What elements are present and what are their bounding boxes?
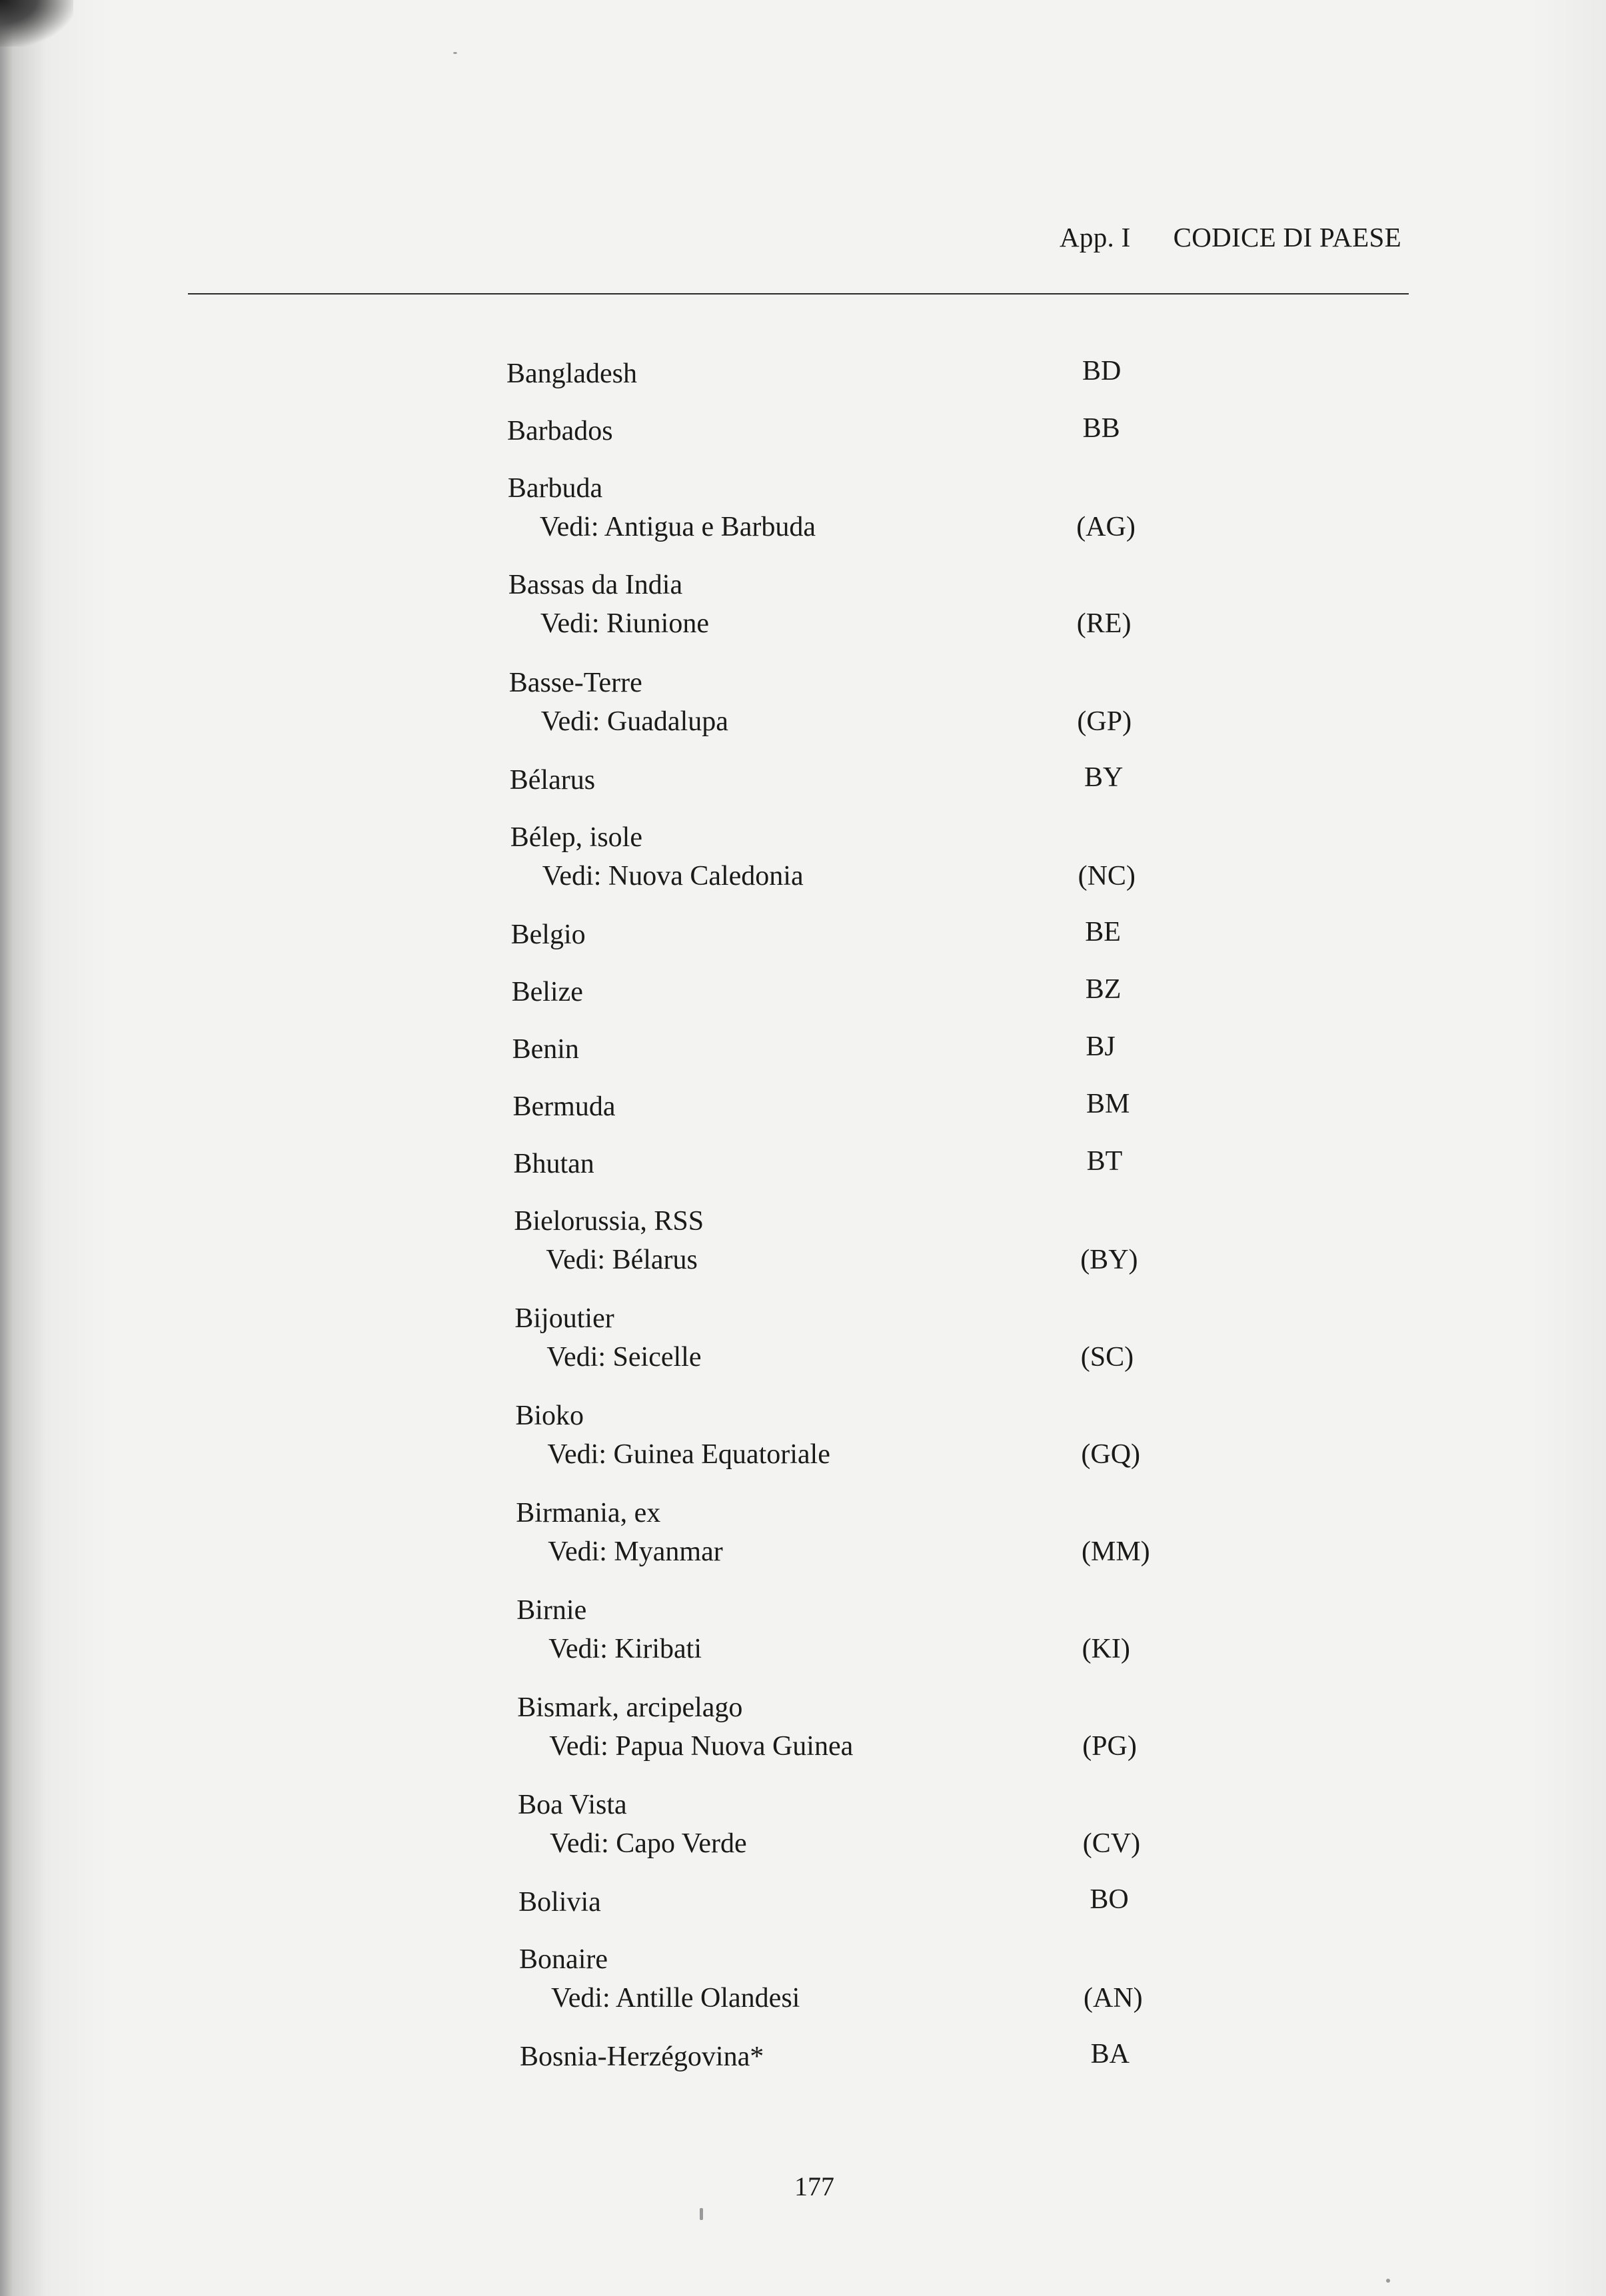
entry-country-code: BB bbox=[1082, 413, 1120, 444]
entry-country-code: (SC) bbox=[1080, 1342, 1134, 1373]
entry-name: Bismark, arcipelago bbox=[517, 1692, 743, 1723]
scan-speck bbox=[700, 2208, 703, 2220]
entry-country-code: BJ bbox=[1086, 1031, 1116, 1062]
entry-country-code: (RE) bbox=[1076, 608, 1132, 639]
entry-country-code: (BY) bbox=[1080, 1245, 1138, 1275]
entry-name: Birnie bbox=[516, 1595, 587, 1626]
entry-name: Basse-Terre bbox=[508, 668, 642, 698]
entry-name: Bermuda bbox=[512, 1091, 616, 1122]
entry-country-code: (MM) bbox=[1082, 1536, 1150, 1567]
section-title: CODICE DI PAESE bbox=[1173, 222, 1401, 253]
entry-reference: Vedi: Capo Verde bbox=[550, 1828, 747, 1859]
scan-speck bbox=[1386, 2279, 1390, 2283]
entry-reference: Vedi: Myanmar bbox=[548, 1536, 723, 1567]
entry-name: Bielorussia, RSS bbox=[514, 1206, 704, 1237]
appendix-label: App. I bbox=[1060, 222, 1131, 253]
entry-reference: Vedi: Antille Olandesi bbox=[551, 1983, 800, 2013]
entry-name: Bijoutier bbox=[514, 1303, 614, 1334]
entry-country-code: BD bbox=[1082, 356, 1122, 386]
entry-reference: Vedi: Papua Nuova Guinea bbox=[549, 1731, 854, 1762]
entry-reference: Vedi: Guadalupa bbox=[540, 706, 728, 737]
entry-name: Bélarus bbox=[509, 765, 596, 796]
entry-country-code: (CV) bbox=[1082, 1828, 1141, 1859]
entry-country-code: (KI) bbox=[1082, 1634, 1130, 1664]
entry-reference: Vedi: Antigua e Barbuda bbox=[539, 512, 816, 542]
entry-country-code: BE bbox=[1085, 917, 1121, 947]
entry-name: Belgio bbox=[510, 919, 586, 950]
entry-name: Bonaire bbox=[519, 1944, 608, 1975]
entry-name: Bangladesh bbox=[506, 358, 637, 389]
entry-name: Bassas da India bbox=[508, 570, 683, 600]
entry-name: Bhutan bbox=[513, 1149, 594, 1179]
entry-country-code: (PG) bbox=[1082, 1731, 1137, 1762]
entry-name: Belize bbox=[511, 977, 583, 1007]
entry-country-code: BZ bbox=[1085, 974, 1122, 1005]
entry-country-code: (AN) bbox=[1084, 1983, 1143, 2013]
entry-country-code: BA bbox=[1090, 2039, 1130, 2069]
entry-name: Birmania, ex bbox=[516, 1498, 661, 1528]
entry-country-code: (NC) bbox=[1078, 861, 1136, 891]
entry-reference: Vedi: Riunione bbox=[540, 608, 709, 639]
entry-name: Bolivia bbox=[518, 1887, 601, 1918]
entry-reference: Vedi: Seicelle bbox=[546, 1342, 702, 1373]
entry-country-code: BT bbox=[1086, 1146, 1123, 1177]
entry-name: Benin bbox=[512, 1034, 579, 1065]
entry-reference: Vedi: Bélarus bbox=[546, 1245, 698, 1275]
entry-name: Bélep, isole bbox=[510, 822, 642, 853]
scan-speck bbox=[453, 52, 457, 54]
entry-name: Boa Vista bbox=[518, 1790, 627, 1820]
entry-name: Bioko bbox=[515, 1401, 584, 1431]
entry-name: Bosnia-Herzégovina* bbox=[520, 2041, 764, 2072]
entry-country-code: (GQ) bbox=[1081, 1439, 1141, 1470]
entry-reference: Vedi: Nuova Caledonia bbox=[542, 861, 804, 891]
entry-name: Barbados bbox=[506, 416, 613, 446]
entry-country-code: BO bbox=[1090, 1884, 1129, 1915]
page-number: 177 bbox=[794, 2171, 834, 2201]
entry-reference: Vedi: Guinea Equatoriale bbox=[547, 1439, 830, 1470]
entry-country-code: BY bbox=[1084, 762, 1124, 793]
entry-name: Barbuda bbox=[507, 473, 603, 504]
entry-country-code: (AG) bbox=[1076, 512, 1136, 542]
entry-country-code: BM bbox=[1086, 1089, 1130, 1119]
entry-reference: Vedi: Kiribati bbox=[548, 1634, 702, 1664]
entry-country-code: (GP) bbox=[1077, 706, 1132, 737]
